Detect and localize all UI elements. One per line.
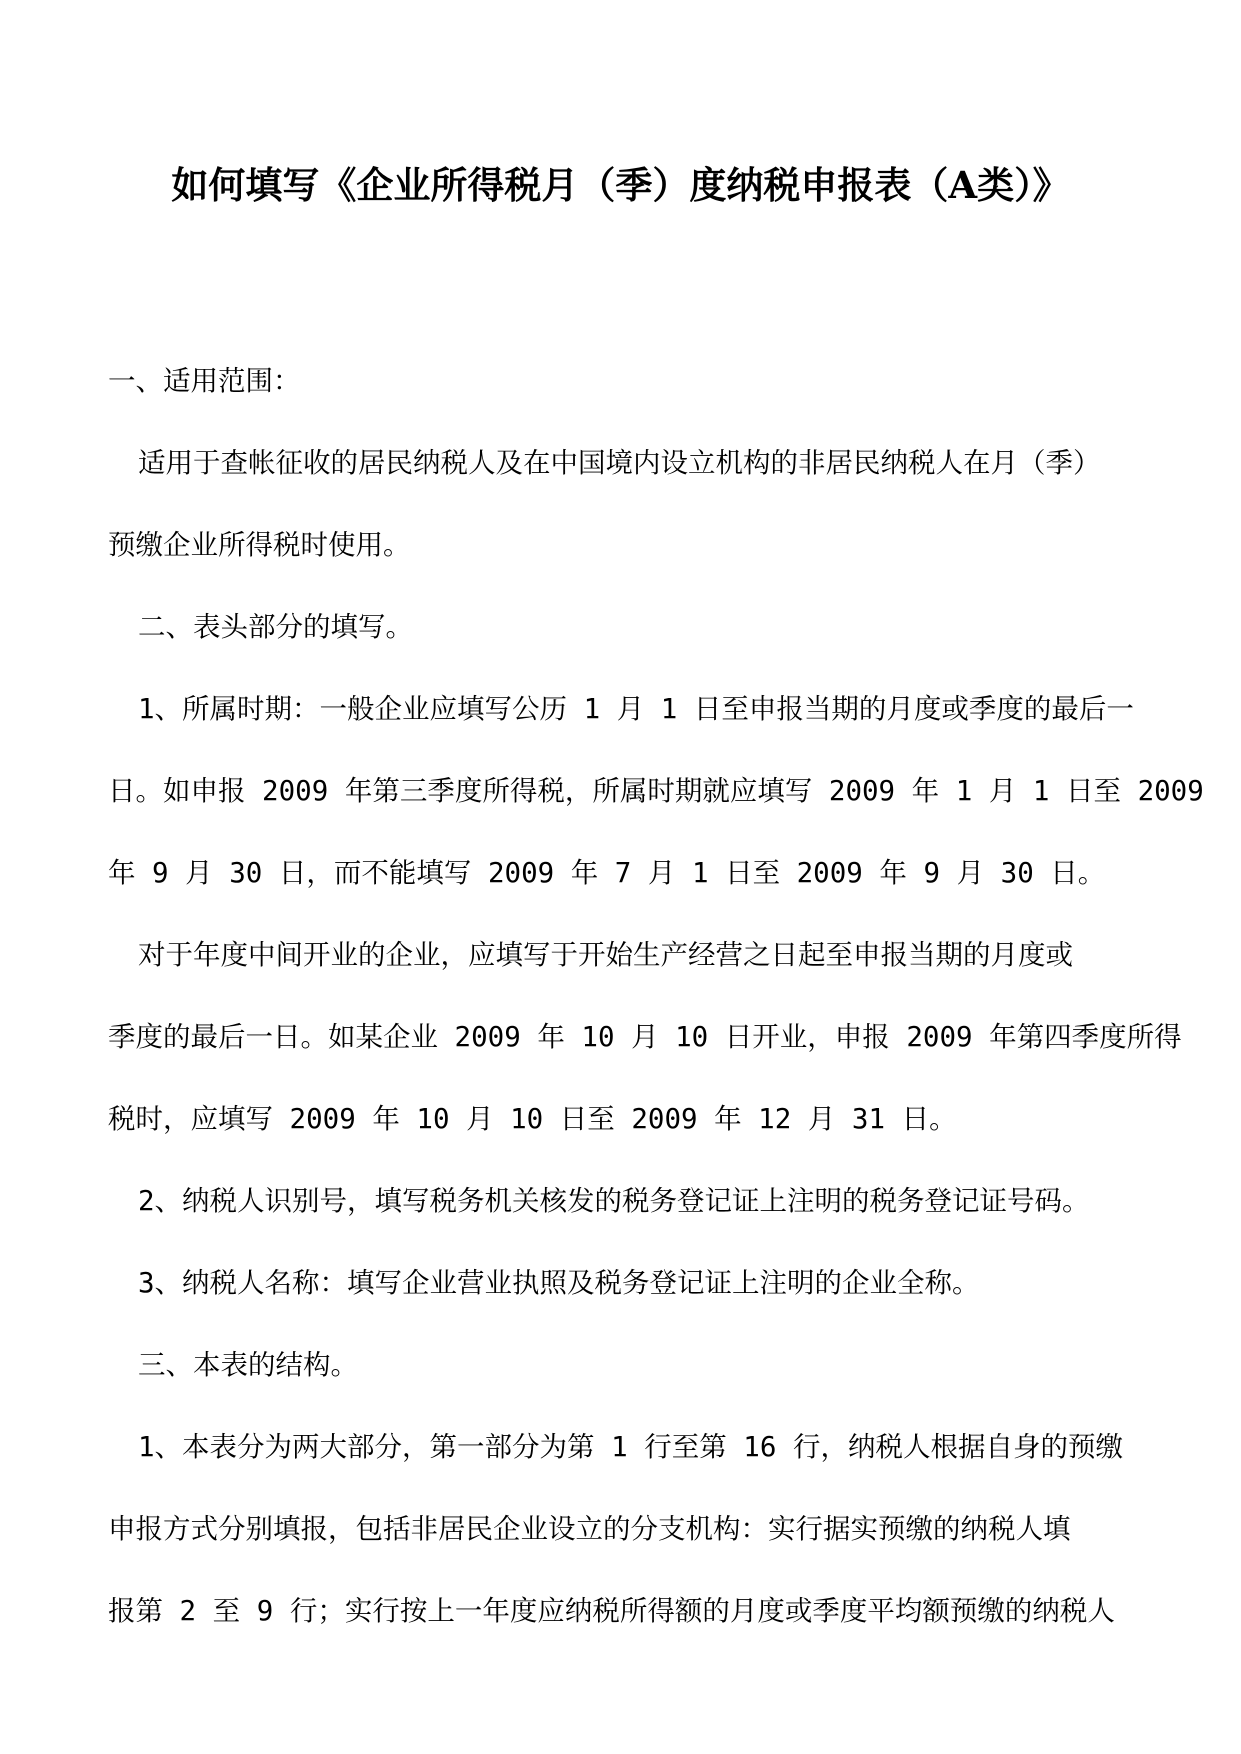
document-body <box>108 340 1204 1652</box>
section-heading-scope: 一、适用范围： <box>108 365 301 397</box>
paragraph-line: 对于年度中间开业的企业，应填写于开始生产经营之日起至申报当期的月度或 <box>138 939 1073 971</box>
paragraph-line: 3、纳税人名称：填写企业营业执照及税务登记证上注明的企业全称。 <box>138 1267 980 1299</box>
paragraph-line: 1、本表分为两大部分，第一部分为第 1 行至第 16 行，纳税人根据自身的预缴 <box>138 1431 1123 1463</box>
paragraph-line: 税时，应填写 2009 年 10 月 10 日至 2009 年 12 月 31 日。 <box>108 1103 957 1135</box>
paragraph-line: 预缴企业所得税时使用。 <box>108 529 411 561</box>
section-heading-header: 二、表头部分的填写。 <box>138 611 413 643</box>
paragraph-line: 年 9 月 30 日，而不能填写 2009 年 7 月 1 日至 2009 年 9 月 30 日。 <box>108 857 1106 889</box>
section-heading-structure: 三、本表的结构。 <box>138 1349 358 1381</box>
paragraph-line: 日。如申报 2009 年第三季度所得税，所属时期就应填写 2009 年 1 月 1 日至 2009 <box>108 775 1204 807</box>
document-title: 如何填写《企业所得税月（季）度纳税申报表（A类）》 <box>171 163 1070 207</box>
paragraph-line: 适用于查帐征收的居民纳税人及在中国境内设立机构的非居民纳税人在月（季） <box>138 447 1101 479</box>
paragraph-line: 申报方式分别填报，包括非居民企业设立的分支机构：实行据实预缴的纳税人填 <box>108 1513 1071 1545</box>
paragraph-line: 季度的最后一日。如某企业 2009 年 10 月 10 日开业，申报 2009 年第四季度所得 <box>108 1021 1182 1053</box>
paragraph-line: 2、纳税人识别号，填写税务机关核发的税务登记证上注明的税务登记证号码。 <box>138 1185 1090 1217</box>
paragraph-line: 1、所属时期：一般企业应填写公历 1 月 1 日至申报当期的月度或季度的最后一 <box>138 693 1134 725</box>
paragraph-line: 报第 2 至 9 行；实行按上一年度应纳税所得额的月度或季度平均额预缴的纳税人 <box>108 1595 1115 1627</box>
